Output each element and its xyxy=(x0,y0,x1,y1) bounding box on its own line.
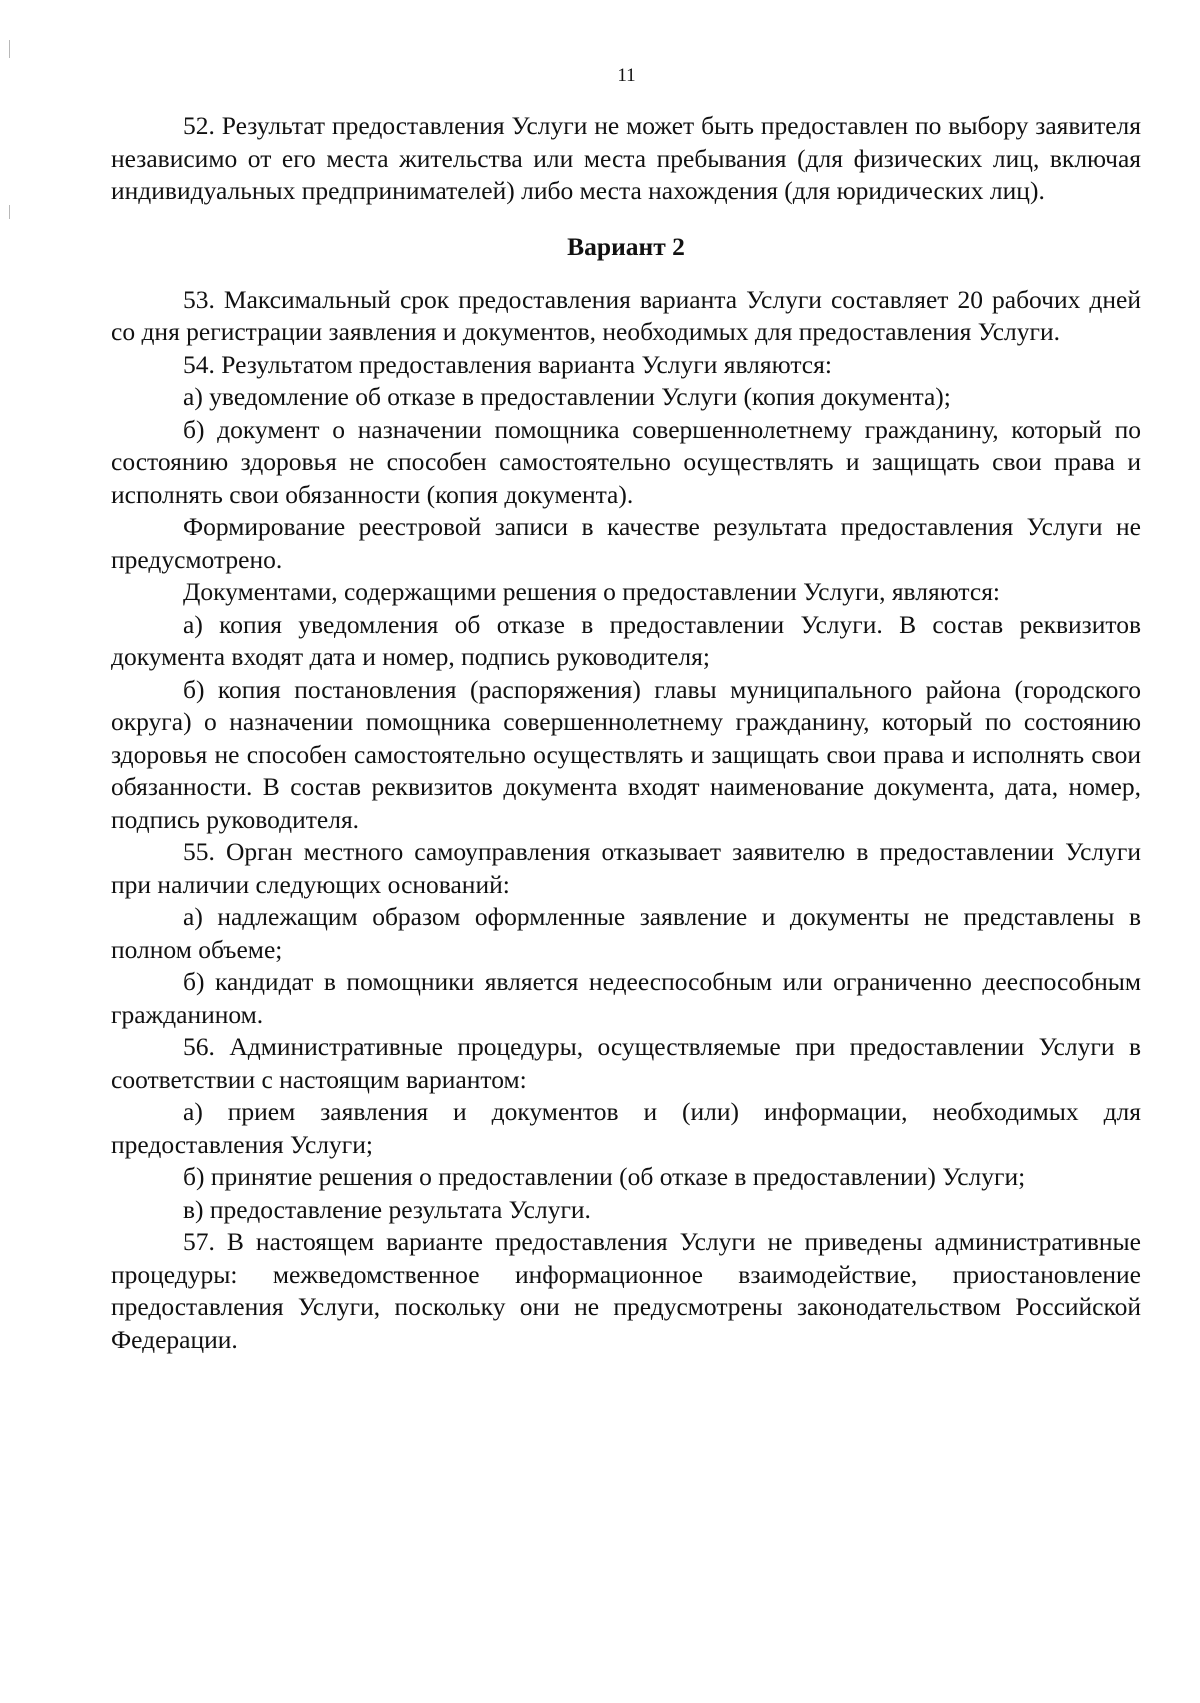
paragraph-decision-item-a: а) копия уведомления об отказе в предоставлении Услуги. В состав реквизитов документа входят дата и номер, подпись руководителя; xyxy=(111,609,1141,671)
paragraph-decision-documents: Документами, содержащими решения о предоставлении Услуги, являются: xyxy=(183,577,1001,606)
paragraph-54-item-b: б) документ о назначении помощника совершеннолетнему гражданину, который по состоянию здоровья не способен самостоятельно осуществлять и защищать свои права и исполнять свои обязанности (копия документа). xyxy=(111,414,1141,509)
paragraph-56-item-a: а) прием заявления и документов и (или) информации, необходимых для предоставления Услуги; xyxy=(111,1097,1141,1159)
paragraph-52: 52. Результат предоставления Услуги не может быть предоставлен по выбору заявителя независимо от его места жительства или места пребывания (для физических лиц, включая индивидуальных предпринимателей) либо места нахождения (для юридических лиц). xyxy=(111,111,1141,205)
paragraph-55: 55. Орган местного самоуправления отказывает заявителю в предоставлении Услуги при наличии следующих оснований: xyxy=(111,837,1141,899)
paragraph-56: 56. Административные процедуры, осуществляемые при предоставлении Услуги в соответствии с настоящим вариантом: xyxy=(111,1032,1141,1094)
page-number: 11 xyxy=(617,65,636,86)
scan-edge-mark xyxy=(9,40,10,58)
section-heading: Вариант 2 xyxy=(567,231,685,261)
scan-edge-mark xyxy=(9,205,10,219)
paragraph-57: 57. В настоящем варианте предоставления Услуги не приведены административные процедуры: межведомственное информационное взаимодействие, приостановление предоставления Услуги, поскольку они не предусмотрены законодательством Российской Федерации. xyxy=(111,1227,1141,1354)
document-body xyxy=(111,110,1141,1356)
paragraph-56-item-b: б) принятие решения о предоставлении (об отказе в предоставлении) Услуги; xyxy=(183,1162,1026,1191)
paragraph-registry-record: Формирование реестровой записи в качестве результата предоставления Услуги не предусмотрено. xyxy=(111,512,1141,574)
paragraph-decision-item-b: б) копия постановления (распоряжения) главы муниципального района (городского округа) о назначении помощника совершеннолетнему гражданину, который по состоянию здоровья не способен самостоятельно осуществлять и защищать свои права и исполнять свои обязанности. В состав реквизитов документа входят наименование документа, дата, номер, подпись руководителя. xyxy=(111,674,1141,834)
paragraph-55-item-a: а) надлежащим образом оформленные заявление и документы не представлены в полном объеме; xyxy=(111,902,1141,964)
paragraph-53: 53. Максимальный срок предоставления варианта Услуги составляет 20 рабочих дней со дня регистрации заявления и документов, необходимых для предоставления Услуги. xyxy=(111,284,1141,346)
paragraph-54: 54. Результатом предоставления варианта Услуги являются: xyxy=(183,349,832,379)
paragraph-56-item-c: в) предоставление результата Услуги. xyxy=(183,1194,591,1224)
paragraph-55-item-b: б) кандидат в помощники является недееспособным или ограниченно дееспособным гражданином. xyxy=(111,967,1141,1029)
paragraph-54-item-a: а) уведомление об отказе в предоставлении Услуги (копия документа); xyxy=(183,382,951,411)
